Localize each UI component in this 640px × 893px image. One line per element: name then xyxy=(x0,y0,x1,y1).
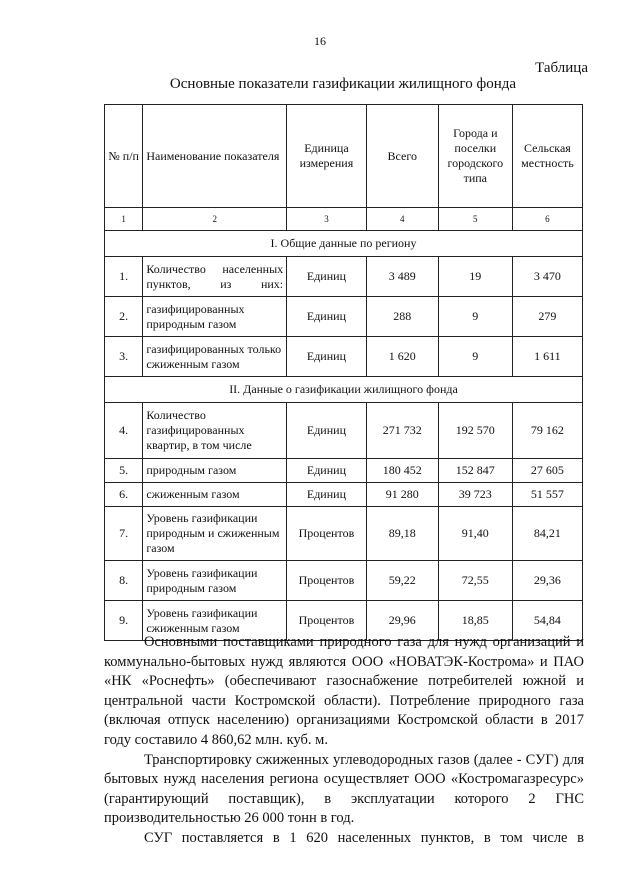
row-num: 5. xyxy=(105,459,143,483)
row-name: Уровень газификации сжиженным газом xyxy=(143,601,287,641)
row-total: 271 732 xyxy=(366,403,438,459)
row-unit: Процентов xyxy=(287,507,367,561)
row-total: 288 xyxy=(366,297,438,337)
row-city: 72,55 xyxy=(438,561,512,601)
row-num: 7. xyxy=(105,507,143,561)
row-city: 18,85 xyxy=(438,601,512,641)
paragraph-3: СУГ поставляется в 1 620 населенных пунктов, в том числе в xyxy=(144,829,584,846)
table-row xyxy=(105,483,583,507)
row-rural: 27 605 xyxy=(512,459,582,483)
row-unit: Единиц xyxy=(287,257,367,297)
document-title: Основные показатели газификации жилищного фонда xyxy=(169,76,517,92)
row-total: 91 280 xyxy=(366,483,438,507)
header-rural: Сельская местность xyxy=(512,105,582,208)
table-row xyxy=(105,507,583,561)
col-number: 6 xyxy=(512,208,582,231)
row-rural: 51 557 xyxy=(512,483,582,507)
gasification-table xyxy=(104,104,583,641)
table-row xyxy=(105,257,583,297)
row-city: 39 723 xyxy=(438,483,512,507)
row-total: 89,18 xyxy=(366,507,438,561)
row-city: 152 847 xyxy=(438,459,512,483)
row-name: Уровень газификации природным газом xyxy=(143,561,287,601)
row-num: 3. xyxy=(105,337,143,377)
row-name: Количество газифицированных квартир, в том числе xyxy=(143,403,287,459)
row-rural: 79 162 xyxy=(512,403,582,459)
row-total: 3 489 xyxy=(366,257,438,297)
row-rural: 279 xyxy=(512,297,582,337)
row-rural: 3 470 xyxy=(512,257,582,297)
row-unit: Процентов xyxy=(287,601,367,641)
col-number: 3 xyxy=(287,208,367,231)
row-name: сжиженным газом xyxy=(143,483,287,507)
header-city: Города и поселки городского типа xyxy=(438,105,512,208)
column-number-row xyxy=(105,208,583,231)
section-row xyxy=(105,377,583,403)
row-unit: Процентов xyxy=(287,561,367,601)
row-name: Уровень газификации природным и сжиженным газом xyxy=(143,507,287,561)
section-title: II. Данные о газификации жилищного фонда xyxy=(105,377,583,403)
row-unit: Единиц xyxy=(287,337,367,377)
row-total: 29,96 xyxy=(366,601,438,641)
row-unit: Единиц xyxy=(287,297,367,337)
row-name xyxy=(143,257,287,297)
row-city: 91,40 xyxy=(438,507,512,561)
table-row xyxy=(105,297,583,337)
table-row xyxy=(105,337,583,377)
row-city: 9 xyxy=(438,297,512,337)
page-number: 16 xyxy=(314,34,326,48)
body-text xyxy=(104,633,584,849)
row-num: 1. xyxy=(105,257,143,297)
header-name: Наименование показателя xyxy=(143,105,287,208)
table-row xyxy=(105,561,583,601)
header-num: № п/п xyxy=(105,105,143,208)
row-name: природным газом xyxy=(143,459,287,483)
row-rural: 84,21 xyxy=(512,507,582,561)
row-name: газифицированных природным газом xyxy=(143,297,287,337)
row-num: 6. xyxy=(105,483,143,507)
col-number: 2 xyxy=(143,208,287,231)
row-num: 9. xyxy=(105,601,143,641)
col-number: 5 xyxy=(438,208,512,231)
row-num: 8. xyxy=(105,561,143,601)
row-rural: 29,36 xyxy=(512,561,582,601)
col-number: 4 xyxy=(366,208,438,231)
row-num: 2. xyxy=(105,297,143,337)
row-unit: Единиц xyxy=(287,483,367,507)
col-number: 1 xyxy=(105,208,143,231)
row-num: 4. xyxy=(105,403,143,459)
header-total: Всего xyxy=(366,105,438,208)
paragraph-1: Основными поставщиками природного газа для нужд организаций и коммунально-бытовых нужд являются ООО «НОВАТЭК-Кострома» и ПАО «НК «Роснефть» (обеспечивают газоснабжение потребителей южной и центральной части Костромской области). Потребление природного газа (включая отпуск населению) организациями Костромской области в 2017 году составило 4 860,62 млн. куб. м. xyxy=(104,634,584,748)
row-city: 192 570 xyxy=(438,403,512,459)
paragraph-2: Транспортировку сжиженных углеводородных газов (далее - СУГ) для бытовых нужд населения региона осуществляет ООО «Костромагазресурс» (гарантирующий поставщик), в эксплуатации которого 2 ГНС производительностью 26 000 тонн в год. xyxy=(104,751,584,827)
table-row xyxy=(105,459,583,483)
row-city: 19 xyxy=(438,257,512,297)
section-title: I. Общие данные по региону xyxy=(105,231,583,257)
row-total: 59,22 xyxy=(366,561,438,601)
row-unit: Единиц xyxy=(287,459,367,483)
table-row xyxy=(105,403,583,459)
row-unit: Единиц xyxy=(287,403,367,459)
section-row xyxy=(105,231,583,257)
row-name: газифицированных только сжиженным газом xyxy=(143,337,287,377)
row-total: 1 620 xyxy=(366,337,438,377)
row-city: 9 xyxy=(438,337,512,377)
table-label: Таблица xyxy=(535,60,588,76)
header-unit: Единица измерения xyxy=(287,105,367,208)
row-rural: 54,84 xyxy=(512,601,582,641)
row-name-text: Количество населенных пунктов, из них: xyxy=(146,261,284,291)
row-total: 180 452 xyxy=(366,459,438,483)
table-header-row xyxy=(105,105,583,208)
row-rural: 1 611 xyxy=(512,337,582,377)
